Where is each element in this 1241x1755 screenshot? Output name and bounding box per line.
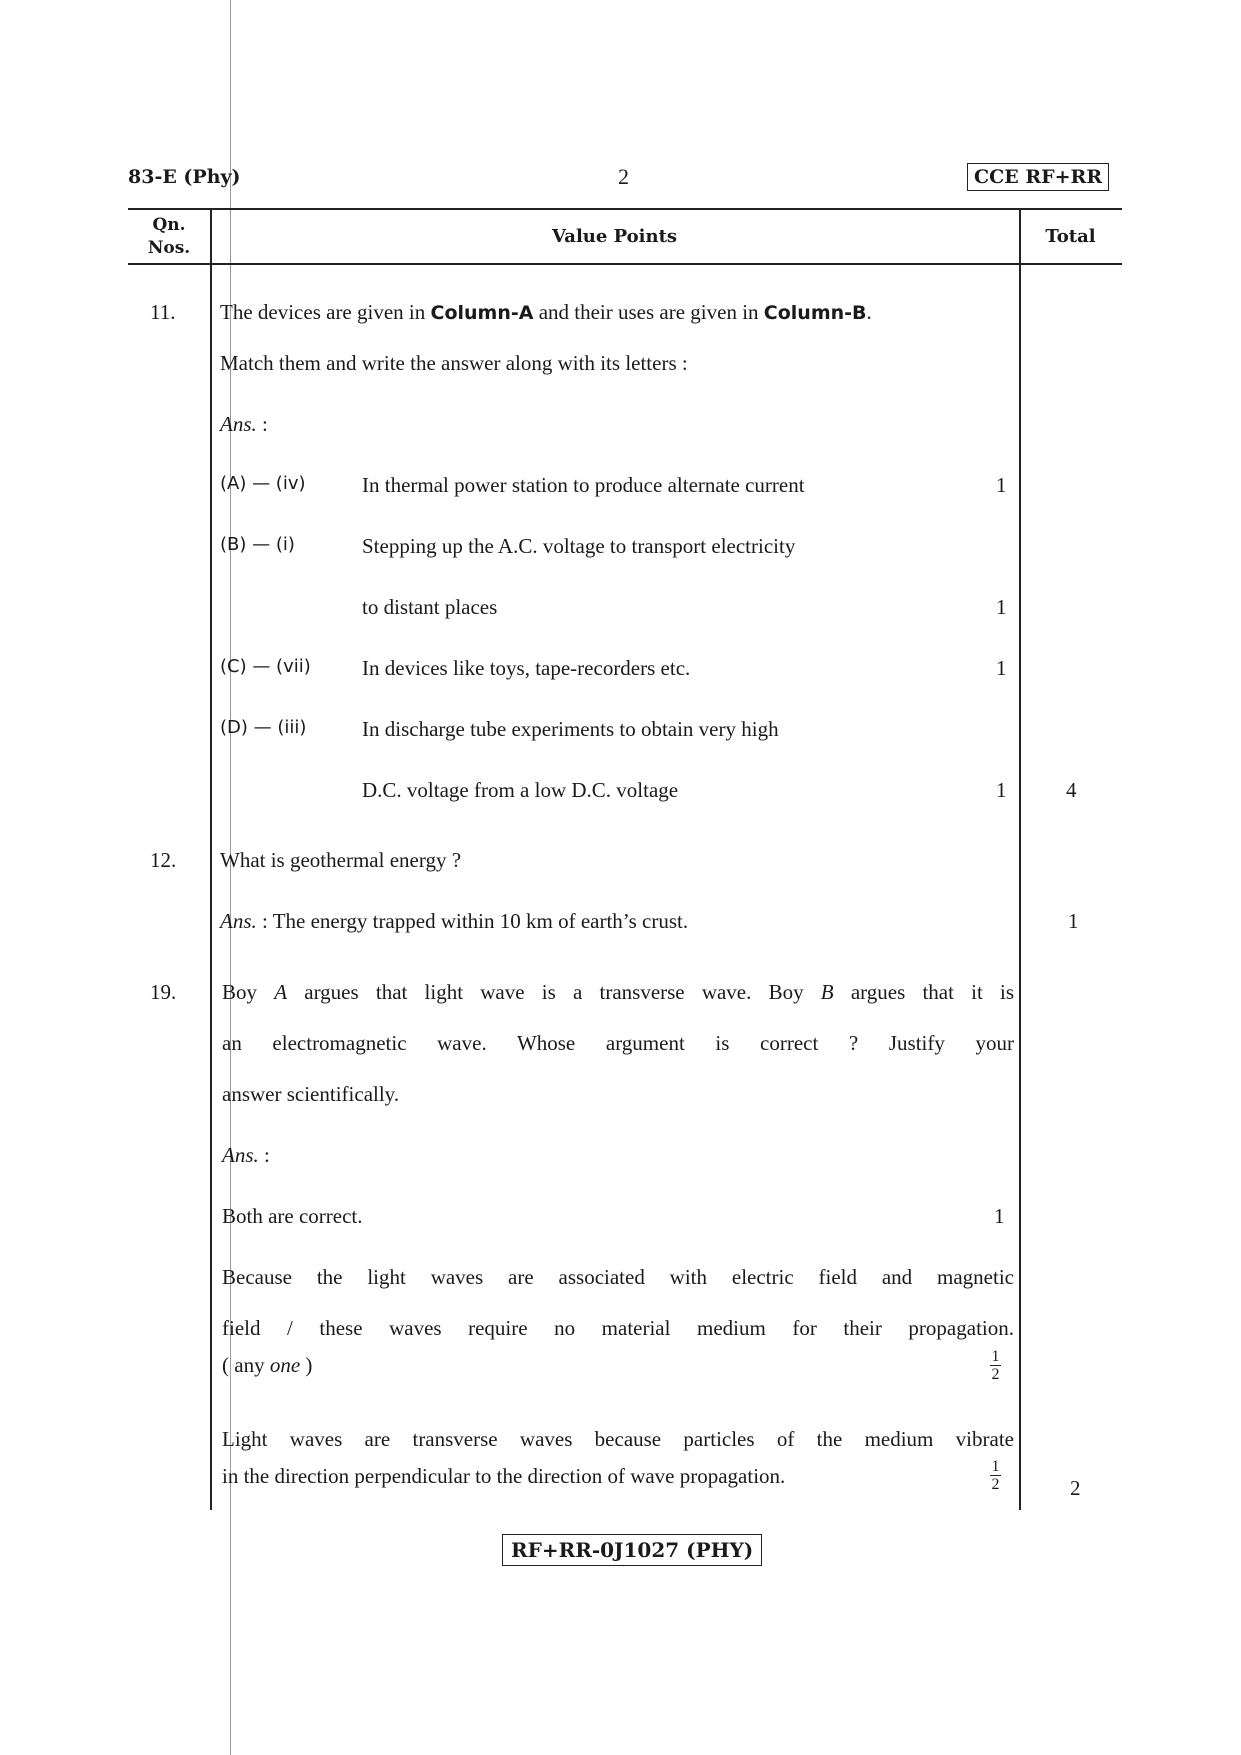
value-points-header: Value Points — [551, 226, 678, 247]
q11-item-d-mark: 1 — [996, 778, 1007, 802]
q11-item-d-text-line1: In discharge tube experiments to obtain very high — [362, 717, 779, 741]
q19-any-one: ( any one ) — [222, 1353, 313, 1377]
q12-question: What is geothermal energy ? — [220, 848, 462, 872]
q19-light-line1: Light waves are transverse waves because particles of the medium vibrate — [222, 1427, 1014, 1451]
q11-item-c-mark: 1 — [996, 656, 1007, 680]
q19-ans-label: Ans. : — [222, 1143, 270, 1167]
q11-item-b-text-line2: to distant places — [362, 595, 498, 619]
q19-question-line2: an electromagnetic wave. Whose argument is correct ? Justify your — [222, 1031, 1014, 1055]
footer-code-box: RF+RR-0J1027 (PHY) — [502, 1534, 762, 1566]
table-top-rule — [128, 208, 1122, 210]
q11-item-a-label: (A) — (iv) — [220, 473, 306, 494]
q11-total: 4 — [1066, 778, 1077, 802]
q11-item-c-text: In devices like toys, tape-recorders etc. — [362, 656, 691, 680]
table-head-rule — [128, 263, 1122, 265]
q11-question-line2: Match them and write the answer along with its letters : — [220, 351, 688, 375]
q11-item-c-label: (C) — (vii) — [220, 656, 311, 677]
q11-item-d-label: (D) — (iii) — [220, 717, 307, 738]
q19-half-mark-1: 1 2 — [991, 1348, 1000, 1383]
q19-light-line2: in the direction perpendicular to the direction of wave propagation. — [222, 1464, 786, 1488]
q19-half-mark-2: 1 2 — [991, 1458, 1000, 1493]
page-number: 2 — [618, 164, 629, 189]
q11-item-b-mark: 1 — [996, 595, 1007, 619]
total-header: Total — [1045, 226, 1096, 247]
q19-total: 2 — [1070, 1476, 1081, 1500]
q12-number: 12. — [150, 848, 177, 872]
q11-item-b-text-line1: Stepping up the A.C. voltage to transport electricity — [362, 534, 796, 558]
q11-item-a-mark: 1 — [996, 473, 1007, 497]
q19-question-line3: answer scientifically. — [222, 1082, 400, 1106]
q19-because-line2: field / these waves require no material medium for their propagation. — [222, 1316, 1014, 1340]
paper-code: 83-E (Phy) — [128, 166, 241, 188]
q11-item-b-label: (B) — (i) — [220, 534, 295, 555]
q11-ans-label: Ans. : — [220, 412, 268, 436]
q12-answer: Ans. : The energy trapped within 10 km of earth’s crust. — [220, 909, 689, 933]
q19-mark-one: 1 — [994, 1204, 1005, 1228]
qn-header: Qn. Nos. — [147, 215, 191, 258]
q12-total: 1 — [1068, 909, 1079, 933]
column-divider-left — [210, 208, 212, 1510]
q19-question-line1: Boy A argues that light wave is a transverse wave. Boy B argues that it is — [222, 980, 1015, 1004]
q11-question-line1: The devices are given in Column-A and their uses are given in Column-B. — [220, 300, 872, 324]
q11-item-a-text: In thermal power station to produce alternate current — [362, 473, 805, 497]
q19-number: 19. — [150, 980, 177, 1004]
q19-because-line1: Because the light waves are associated with electric field and magnetic — [222, 1265, 1014, 1289]
q11-item-d-text-line2: D.C. voltage from a low D.C. voltage — [362, 778, 679, 802]
exam-box: CCE RF+RR — [967, 163, 1109, 191]
column-divider-right — [1019, 208, 1021, 1510]
q11-number: 11. — [150, 300, 176, 324]
q19-both-correct: Both are correct. — [222, 1204, 363, 1228]
